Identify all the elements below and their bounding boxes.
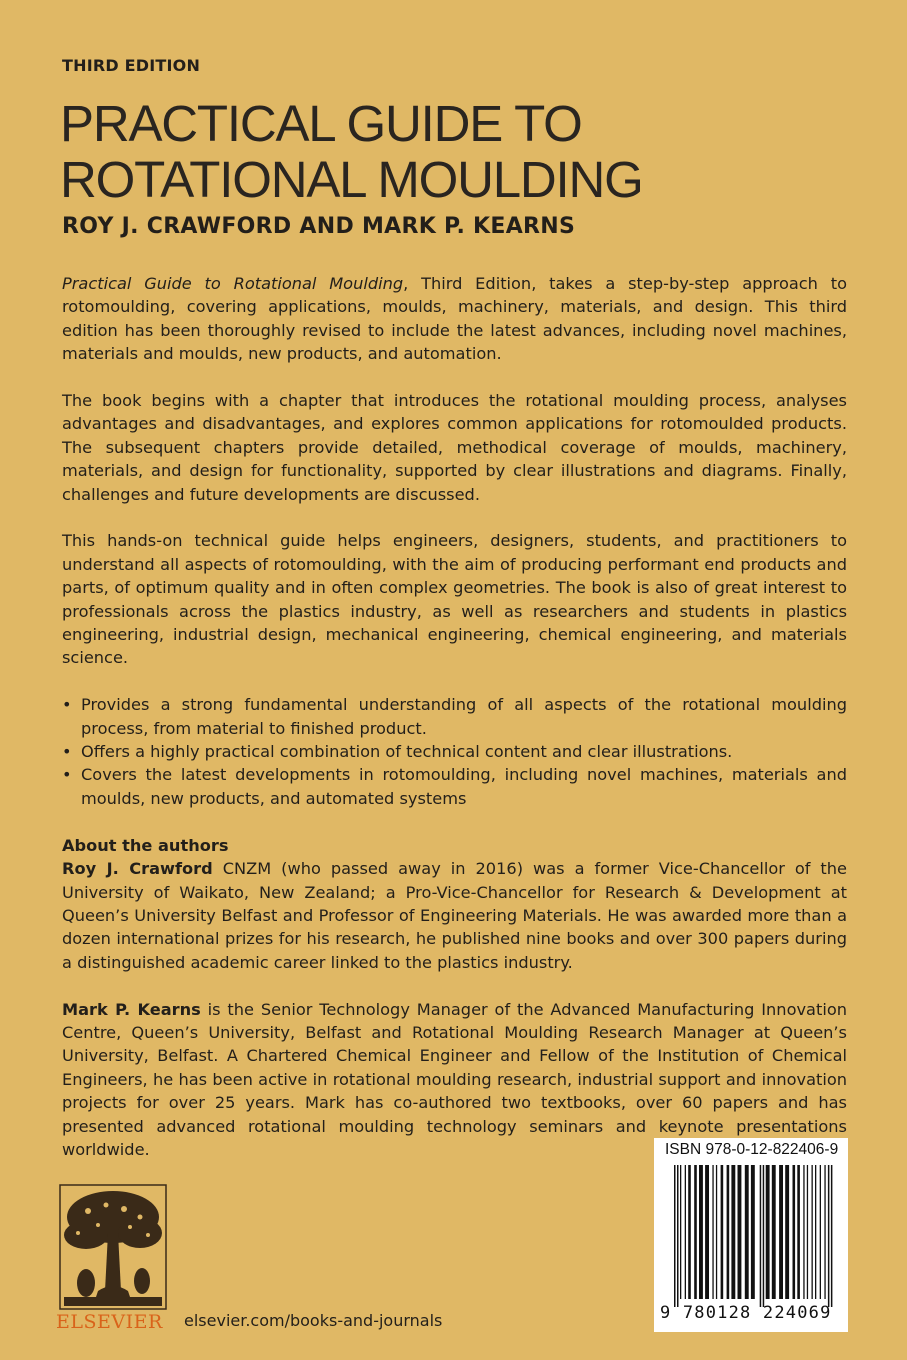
- barcode-bar: [831, 1165, 833, 1307]
- list-item: • Offers a highly practical combination of technical content and clear illustrations.: [62, 740, 847, 763]
- publisher-name: ELSEVIER: [56, 1311, 163, 1333]
- bullet-icon: •: [62, 695, 72, 715]
- description-paragraph-1: Practical Guide to Rotational Moulding, Third Edition, takes a step-by-step approach to rotomoulding, covering applications, moulds, machinery, materials, and design. This third edition has been thoroughly revised to include the latest advances, including novel machines, materials and moulds, new products, and automation.: [62, 274, 847, 364]
- bullet-icon: •: [62, 742, 72, 762]
- barcode-bar: [807, 1165, 808, 1299]
- bullet-icon: •: [62, 765, 72, 785]
- author-bio-crawford: Roy J. Crawford CNZM (who passed away in 2016) was a former Vice-Chancellor of the University of Waikato, New Zealand; a Pro-Vice-Chancellor for Research & Development at Queen’s University Belfast and Professor of Engineering Materials. He was awarded more than a dozen international prizes for his research, he published nine books and over 300 papers during a distinguished academic career linked to the plastics industry.: [62, 859, 847, 972]
- barcode-bar: [674, 1165, 676, 1307]
- barcode-bar: [699, 1165, 703, 1299]
- isbn-label: ISBN 978-0-12-822406-9: [665, 1141, 839, 1158]
- elsevier-tree-icon: [58, 1183, 168, 1323]
- feature-list: [62, 693, 847, 810]
- book-title-italic: Practical Guide to Rotational Moulding: [62, 274, 404, 293]
- authors-line: ROY J. CRAWFORD AND MARK P. KEARNS: [62, 214, 576, 239]
- author-name: Roy J. Crawford: [62, 859, 213, 879]
- about-authors-heading: About the authors: [62, 835, 229, 855]
- barcode-bar: [760, 1165, 762, 1307]
- barcode-bar: [815, 1165, 816, 1299]
- blurb: [62, 272, 847, 1185]
- author-name: Mark P. Kearns: [62, 999, 201, 1019]
- barcode-bar: [751, 1165, 755, 1299]
- title-line-1: PRACTICAL GUIDE TO: [60, 95, 582, 152]
- barcode-bar: [680, 1165, 681, 1299]
- barcode-bar: [738, 1165, 742, 1299]
- barcode-bar: [779, 1165, 783, 1299]
- edition-label: THIRD EDITION: [62, 56, 201, 75]
- barcode-bar: [727, 1165, 730, 1299]
- barcode-bar: [694, 1165, 697, 1299]
- barcode-bar: [785, 1165, 789, 1299]
- barcode-digits: 9 780128 224069: [660, 1303, 832, 1323]
- barcode-bar: [763, 1165, 765, 1307]
- barcode-bar: [803, 1165, 804, 1299]
- publisher-url[interactable]: elsevier.com/books-and-journals: [184, 1311, 443, 1330]
- description-paragraph-3: This hands-on technical guide helps engineers, designers, students, and practitioners to understand all aspects of rotomoulding, with the aim of producing performant end products and parts, of optimum quality and in often complex geometries. The book is also of great interest to professionals across the plastics industry, as well as researchers and students in plastics engineering, industrial design, mechanical engineering, chemical engineering, and materials science.: [62, 531, 847, 668]
- barcode-bar: [685, 1165, 686, 1299]
- barcode-bar: [828, 1165, 830, 1307]
- list-item: • Covers the latest developments in rotomoulding, including novel machines, materials and moulds, new products, and automated systems: [62, 765, 847, 808]
- barcode-bar: [677, 1165, 679, 1307]
- barcode-bar: [812, 1165, 813, 1299]
- barcode-bar: [688, 1165, 691, 1299]
- barcode-bar: [820, 1165, 821, 1299]
- barcode-bar: [745, 1165, 749, 1299]
- list-item: • Provides a strong fundamental understanding of all aspects of the rotational moulding process, from material to finished product.: [62, 695, 847, 738]
- book-title: [60, 96, 643, 208]
- title-line-2: ROTATIONAL MOULDING: [60, 151, 643, 208]
- barcode-bar: [712, 1165, 713, 1299]
- barcode-bar: [772, 1165, 776, 1299]
- barcode-bar: [824, 1165, 825, 1299]
- author-bio-kearns: Mark P. Kearns is the Senior Technology Manager of the Advanced Manufacturing Innovation Centre, Queen’s University, Belfast and Rotational Moulding Research Manager at Queen’s University, Belfast. A Chartered Chemical Engineer and Fellow of the Institution of Chemical Engineers, he has been active in rotational moulding research, industrial support and innovation projects for over 25 years. Mark has co-authored two textbooks, over 60 papers and has presented advanced rotational moulding technology seminars and keynote presentations worldwide.: [62, 999, 847, 1159]
- barcode-bar: [797, 1165, 800, 1299]
- barcode-bar: [793, 1165, 796, 1299]
- barcode-bar: [731, 1165, 735, 1299]
- barcode-bar: [716, 1165, 717, 1299]
- barcode-bar: [766, 1165, 770, 1299]
- description-paragraph-2: The book begins with a chapter that introduces the rotational moulding process, analyses advantages and disadvantages, and explores common applications for rotomoulded products. The subsequent chapters provide detailed, methodical coverage of moulds, machinery, materials, and design for functionality, supported by clear illustrations and diagrams. Finally, challenges and future developments are discussed.: [62, 391, 847, 504]
- isbn-barcode: [654, 1138, 848, 1332]
- barcode-bar: [705, 1165, 709, 1299]
- barcode-bar: [721, 1165, 724, 1299]
